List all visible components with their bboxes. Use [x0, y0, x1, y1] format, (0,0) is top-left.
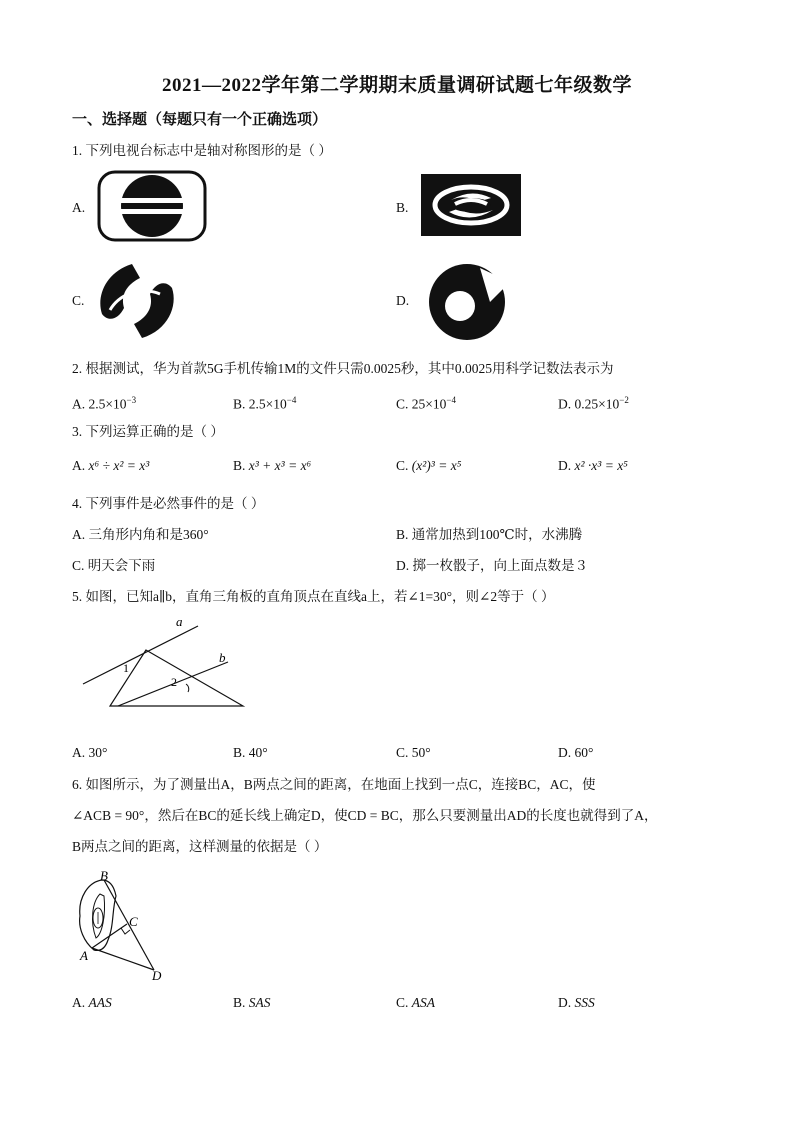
q5-parallel-lines-figure: [78, 612, 258, 712]
q5-label-a: a: [176, 614, 183, 629]
q3-option-b-text: x³ + x³ = x⁶: [248, 458, 312, 473]
question-6-line-1: 6. 如图所示，为了测量出A，B两点之间的距离，在地面上找到一点C，连接BC，AC，使: [72, 777, 596, 792]
q5-option-d-label: D.: [558, 745, 572, 760]
q4-option-a-label: A.: [72, 527, 86, 542]
question-5-stem: 5. 如图，已知a∥b，直角三角板的直角顶点在直线a上，若∠1=30°，则∠2等于（ ）: [72, 589, 555, 604]
q5-option-c-label: C.: [396, 745, 409, 760]
q6-point-a-label: A: [80, 948, 88, 963]
q6-option-c-label: C.: [396, 995, 409, 1010]
question-4-stem: 4. 下列事件是必然事件的是（ ）: [72, 496, 265, 511]
q6-option-a-label: A.: [72, 995, 86, 1010]
q5-label-b: b: [219, 650, 226, 665]
q3-option-a-text: x⁶ ÷ x² = x³: [88, 458, 150, 473]
question-3-stem: 3. 下列运算正确的是（ ）: [72, 424, 224, 439]
q6-option-d[interactable]: [558, 994, 595, 1012]
q4-option-a[interactable]: [72, 526, 209, 544]
q4-option-d-label: D.: [396, 558, 410, 573]
q2-option-b[interactable]: [233, 391, 296, 414]
question-6-line-2: ∠ACB = 90°，然后在BC的延长线上确定D，使CD = BC，那么只要测量出AD的长度也就得到了A，: [72, 808, 658, 823]
q4-option-c[interactable]: [72, 557, 155, 575]
q1-option-d-label: D.: [396, 293, 410, 308]
q6-option-a[interactable]: [72, 994, 112, 1012]
q2-option-a-base: 2.5×10: [88, 396, 127, 412]
q6-point-d-label: D: [152, 968, 162, 983]
section-heading: 一、选择题（每题只有一个正确选项）: [72, 112, 328, 128]
q5-option-c-text: 50°: [411, 745, 431, 760]
q5-option-b-label: B.: [233, 745, 246, 760]
question-6-line-3: B两点之间的距离，这样测量的依据是（ ）: [72, 839, 328, 854]
q5-option-d[interactable]: [558, 744, 593, 762]
q6-option-d-text: SSS: [574, 995, 595, 1010]
q2-option-a-exponent: −3: [126, 395, 137, 405]
q5-angle-2-label: 2: [171, 675, 177, 689]
q2-option-b-exponent: −4: [286, 395, 297, 405]
q3-option-d[interactable]: [558, 457, 628, 475]
tv-logo-a-image[interactable]: [97, 170, 207, 242]
q3-option-a[interactable]: [72, 457, 149, 475]
tv-logo-d-image[interactable]: [420, 262, 514, 342]
q5-option-a-label: A.: [72, 745, 86, 760]
q1-option-c-label: C.: [72, 293, 85, 308]
q5-option-a[interactable]: [72, 744, 107, 762]
q6-option-b-text: SAS: [248, 995, 271, 1010]
q6-option-d-label: D.: [558, 995, 572, 1010]
q3-option-c-label: C.: [396, 458, 409, 473]
q3-option-d-label: D.: [558, 458, 572, 473]
q3-option-b[interactable]: [233, 457, 311, 475]
q6-point-b-label: B: [100, 868, 108, 883]
q4-option-b-label: B.: [396, 527, 409, 542]
tv-logo-c-image[interactable]: [92, 260, 182, 342]
q2-option-d-exponent: −2: [619, 395, 629, 405]
q2-option-d-base: 0.25×10: [574, 396, 620, 412]
q6-option-c-text: ASA: [411, 995, 436, 1010]
q3-option-b-label: B.: [233, 458, 246, 473]
q2-option-c-exponent: −4: [446, 395, 456, 405]
q6-option-a-text: AAS: [88, 995, 112, 1010]
q1-option-a-label: A.: [72, 200, 86, 215]
q6-option-b-label: B.: [233, 995, 246, 1010]
q4-option-d[interactable]: [396, 557, 588, 575]
q6-option-b[interactable]: [233, 994, 271, 1012]
q2-option-a-label: A.: [72, 396, 86, 412]
tv-logo-b-image[interactable]: [421, 174, 521, 236]
q2-option-b-label: B.: [233, 396, 246, 412]
q5-option-b-text: 40°: [248, 745, 268, 760]
q6-point-c-label: C: [129, 914, 138, 929]
q4-option-d-text: 掷一枚骰子，向上面点数是３: [412, 558, 588, 573]
q4-option-b-text: 通常加热到100℃时，水沸腾: [411, 527, 583, 542]
q4-option-c-label: C.: [72, 558, 85, 573]
question-1-stem: 1. 下列电视台标志中是轴对称图形的是（ ）: [72, 143, 332, 158]
q3-option-a-label: A.: [72, 458, 86, 473]
q4-option-c-text: 明天会下雨: [87, 558, 156, 573]
q1-option-b-label: B.: [396, 200, 409, 215]
q4-option-a-text: 三角形内角和是360°: [88, 527, 209, 542]
q5-angle-1-label: 1: [123, 661, 129, 675]
q5-option-d-text: 60°: [574, 745, 594, 760]
q2-option-c-base: 25×10: [411, 396, 447, 412]
q6-option-c[interactable]: [396, 994, 435, 1012]
q2-option-d-label: D.: [558, 396, 572, 412]
q2-option-c-label: C.: [396, 396, 409, 412]
q4-option-b[interactable]: [396, 526, 582, 544]
q5-option-c[interactable]: [396, 744, 431, 762]
q3-option-c-text: (x²)³ = x⁵: [411, 458, 462, 473]
q3-option-d-text: x² ·x³ = x⁵: [574, 458, 628, 473]
q5-option-a-text: 30°: [88, 745, 108, 760]
q2-option-d[interactable]: [558, 391, 629, 414]
question-2-stem: 2. 根据测试，华为首款5G手机传输1M的文件只需0.0025秒，其中0.0025用科学记数法表示为: [72, 361, 614, 376]
page-title: 2021—2022学年第二学期期末质量调研试题七年级数学: [161, 75, 632, 96]
q6-pond-measurement-figure: [72, 866, 182, 984]
q2-option-a[interactable]: [72, 391, 136, 414]
q2-option-b-base: 2.5×10: [248, 396, 287, 412]
q3-option-c[interactable]: [396, 457, 461, 475]
q2-option-c[interactable]: [396, 391, 456, 414]
q5-option-b[interactable]: [233, 744, 268, 762]
